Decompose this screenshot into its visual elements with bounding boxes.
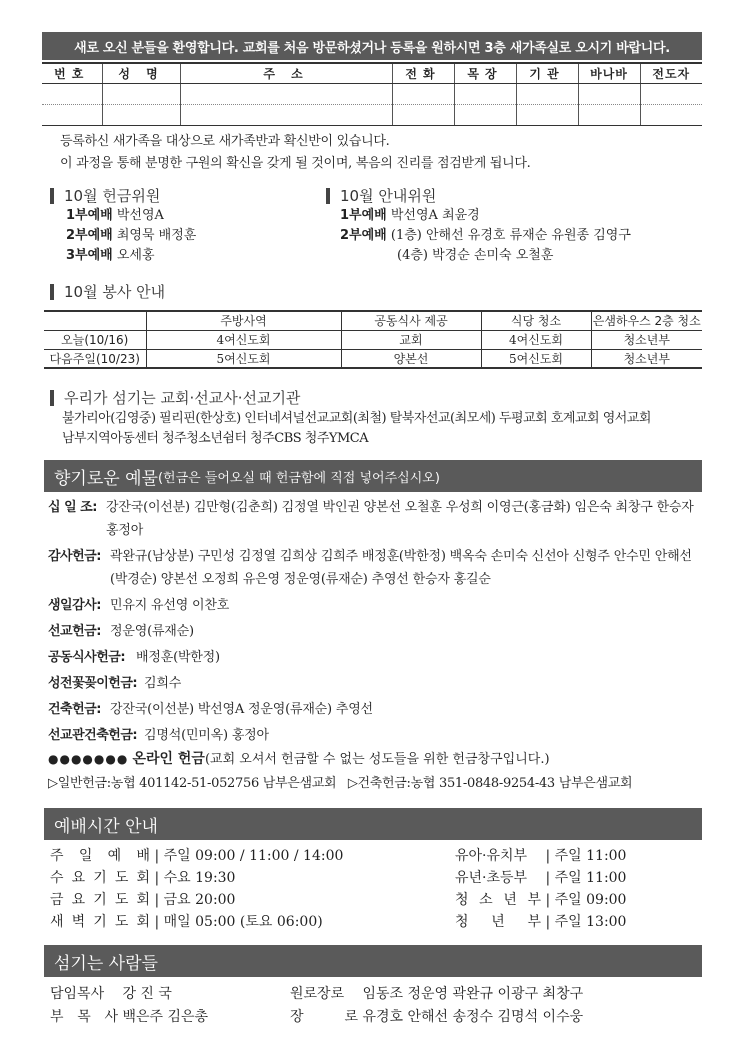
registration-form-table	[42, 62, 702, 126]
worship-left-list	[50, 845, 343, 933]
offering-names: 강잔국(이선분) 박선영A 정운영(류재순) 추영선	[110, 702, 373, 717]
people-names: 백은주 김은총	[122, 1009, 209, 1025]
missions-list	[62, 409, 651, 449]
offerings-list	[48, 496, 698, 750]
col-org: 기관	[516, 63, 578, 83]
worship-time: 수요 19:30	[163, 870, 236, 886]
people-names: 강 진 국	[122, 986, 172, 1002]
offering-label: 선교헌금:	[48, 624, 101, 639]
usher-committee-list	[340, 206, 631, 266]
col-address: 주 소	[180, 63, 392, 83]
committee-label: 2부예배	[340, 228, 387, 243]
usher-committee-title: 10월 안내위원	[326, 188, 436, 204]
col-group: 목장	[454, 63, 516, 83]
col-evangelist: 전도자	[640, 63, 702, 83]
missions-title: 우리가 섬기는 교회·선교사·선교기관	[50, 390, 300, 406]
people-right-list	[290, 983, 583, 1029]
offering-label: 십 일 조:	[48, 500, 97, 515]
offering-names: 곽완규(남상분) 구민성 김정열 김희상 김희주 배정훈(박한정) 백옥숙 손미숙 신선아 신형주 안수민 안해선(박경순) 양본선 오정희 유은영 정운영(류재순) 추영선 한승자 홍길순	[110, 549, 692, 587]
people-left-list	[50, 983, 208, 1029]
offerings-band-note: (헌금은 들어오실 때 헌금함에 직접 넣어주십시오)	[157, 470, 440, 486]
worship-row: 새 벽 기 도 회 | 매일 05:00 (토요 06:00)	[50, 911, 343, 933]
offering-names: 강잔국(이선분) 김만형(김춘희) 김정열 박인권 양본선 오철훈 우성희 이영근(홍금화) 임은숙 최창구 한승자 홍정아	[106, 500, 694, 538]
service-header-cell	[44, 311, 146, 330]
people-row	[50, 983, 208, 1006]
offering-row	[48, 620, 698, 643]
worship-time: 주일 11:00	[554, 848, 627, 864]
service-cell: 4여신도회	[146, 330, 341, 349]
people-role: 부 목 사	[50, 1009, 118, 1025]
worship-time: 주일 13:00	[554, 914, 627, 930]
people-names: 임동조 정운영 곽완규 이광구 최창구	[362, 986, 584, 1002]
service-title: 10월 봉사 안내	[50, 284, 165, 300]
worship-name: 유아·유치부	[455, 848, 528, 864]
registration-header-row	[42, 63, 702, 83]
service-cell: 5여신도회	[146, 349, 341, 368]
worship-row: 금 요 기 도 회 | 금요 20:00	[50, 889, 343, 911]
people-role: 장 로	[290, 1009, 358, 1025]
registration-blank-row[interactable]	[42, 104, 702, 125]
online-offering	[48, 749, 550, 770]
offering-row	[48, 672, 698, 695]
intro-line: 등록하신 새가족을 대상으로 새가족반과 확신반이 있습니다.	[60, 134, 390, 149]
worship-time: 금요 20:00	[163, 892, 236, 908]
committee-label: 1부예배	[66, 208, 113, 223]
committee-names: 박선영A 최윤경	[390, 208, 480, 223]
people-row	[290, 1006, 583, 1029]
account-general: ▷일반헌금:농협 401142-51-052756 남부은샘교회	[48, 776, 337, 791]
worship-row: 유아·유치부 | 주일 11:00	[455, 845, 626, 867]
offering-label: 감사헌금:	[48, 549, 101, 564]
registration-blank-row[interactable]	[42, 83, 702, 104]
worship-name: 청 소 년 부	[455, 892, 541, 908]
worship-time: 매일 05:00 (토요 06:00)	[163, 914, 323, 930]
worship-name: 주 일 예 배	[50, 848, 150, 864]
offering-row	[48, 646, 698, 669]
worship-name: 금 요 기 도 회	[50, 892, 150, 908]
offering-label: 건축헌금:	[48, 702, 101, 717]
offering-committee-list	[66, 206, 196, 266]
offering-committee-title: 10월 헌금위원	[50, 188, 160, 204]
online-offering-label: 온라인 헌금	[132, 751, 205, 767]
account-building: ▷건축헌금:농협 351-0848-9254-43 남부은샘교회	[347, 776, 633, 791]
online-offering-note: (교회 오셔서 헌금할 수 없는 성도들을 위한 헌금창구입니다.)	[204, 752, 550, 767]
worship-name: 새 벽 기 도 회	[50, 914, 150, 930]
service-cell: 4여신도회	[481, 330, 591, 349]
service-cell: 청소년부	[591, 330, 702, 349]
missions-line: 남부지역아동센터 청주청소년쉼터 청주CBS 청주YMCA	[62, 431, 369, 446]
offering-label: 공동식사헌금:	[48, 650, 126, 665]
offering-row	[48, 698, 698, 721]
registration-intro	[60, 131, 530, 175]
committee-label: 1부예배	[340, 208, 387, 223]
service-cell: 5여신도회	[481, 349, 591, 368]
service-row	[44, 349, 702, 368]
offering-names: 민유지 유선영 이찬호	[110, 598, 230, 613]
offering-label: 선교관건축헌금:	[48, 728, 138, 743]
committee-names: (1층) 안해선 유경호 류재순 유원종 김영구	[390, 228, 631, 243]
people-role: 담임목사	[50, 986, 105, 1002]
offering-names: 배정훈(박한정)	[136, 650, 220, 665]
worship-name: 유년·초등부	[455, 870, 528, 886]
service-cell: 다음주일(10/23)	[44, 349, 146, 368]
service-row	[44, 330, 702, 349]
service-cell: 오늘(10/16)	[44, 330, 146, 349]
people-band-title: 섬기는 사람들	[54, 953, 158, 974]
col-name: 성 명	[102, 63, 180, 83]
people-band	[44, 945, 702, 977]
col-barnabas: 바나바	[578, 63, 640, 83]
service-header-cell: 은샘하우스 2층 청소	[591, 311, 702, 330]
dots-decoration: ●●●●●●●	[48, 752, 129, 766]
offering-names: 김희수	[144, 676, 182, 691]
worship-name: 수 요 기 도 회	[50, 870, 150, 886]
worship-time: 주일 09:00	[554, 892, 627, 908]
worship-name: 청 년 부	[455, 914, 541, 930]
committee-names: (4층) 박경순 손미숙 오철훈	[397, 248, 554, 263]
worship-band-title: 예배시간 안내	[54, 816, 158, 837]
col-number: 번호	[42, 63, 102, 83]
bank-accounts	[48, 774, 632, 794]
offering-row	[48, 545, 698, 591]
worship-row: 청 년 부 | 주일 13:00	[455, 911, 626, 933]
people-row	[50, 1006, 208, 1029]
offering-names: 정운영(류재순)	[110, 624, 194, 639]
worship-right-list	[455, 845, 626, 933]
offering-label: 생일감사:	[48, 598, 101, 613]
worship-time: 주일 09:00 / 11:00 / 14:00	[163, 848, 344, 864]
worship-band	[44, 808, 702, 840]
service-cell: 청소년부	[591, 349, 702, 368]
worship-row: 청 소 년 부 | 주일 09:00	[455, 889, 626, 911]
service-header-cell: 주방사역	[146, 311, 341, 330]
service-header-cell: 공동식사 제공	[341, 311, 481, 330]
people-names: 유경호 안해선 송정수 김명석 이수웅	[362, 1009, 584, 1025]
committee-names: 최영묵 배정훈	[116, 228, 197, 243]
committee-label: 3부예배	[66, 248, 113, 263]
worship-time: 주일 11:00	[554, 870, 627, 886]
worship-row: 수 요 기 도 회 | 수요 19:30	[50, 867, 343, 889]
col-phone: 전화	[392, 63, 454, 83]
offerings-band-title: 향기로운 예물	[54, 468, 158, 489]
intro-line: 이 과정을 통해 분명한 구원의 확신을 갖게 될 것이며, 복음의 진리를 점검받게 됩니다.	[60, 156, 531, 171]
offering-row	[48, 496, 698, 542]
service-table	[44, 310, 702, 369]
committee-names: 오세홍	[116, 248, 155, 263]
missions-line: 불가리아(김영중) 필리핀(한상호) 인터네셔널선교교회(최철) 탈북자선교(최모세) 두평교회 호계교회 영서교회	[62, 411, 651, 426]
service-header-cell: 식당 청소	[481, 311, 591, 330]
offering-row	[48, 724, 698, 747]
offering-names: 김명석(민미옥) 홍정아	[144, 728, 269, 743]
service-cell: 양본선	[341, 349, 481, 368]
offering-label: 성전꽃꽂이헌금:	[48, 676, 138, 691]
people-role: 원로장로	[290, 986, 345, 1002]
worship-row: 유년·초등부 | 주일 11:00	[455, 867, 626, 889]
service-header-row	[44, 311, 702, 330]
committee-names: 박선영A	[116, 208, 164, 223]
offering-row	[48, 594, 698, 617]
worship-row: 주 일 예 배 | 주일 09:00 / 11:00 / 14:00	[50, 845, 343, 867]
registration-banner: 새로 오신 분들을 환영합니다. 교회를 처음 방문하셨거나 등록을 원하시면 3층 새가족실로 오시기 바랍니다.	[42, 32, 702, 60]
people-row	[290, 983, 583, 1006]
committee-label: 2부예배	[66, 228, 113, 243]
offerings-band	[44, 460, 702, 492]
service-cell: 교회	[341, 330, 481, 349]
